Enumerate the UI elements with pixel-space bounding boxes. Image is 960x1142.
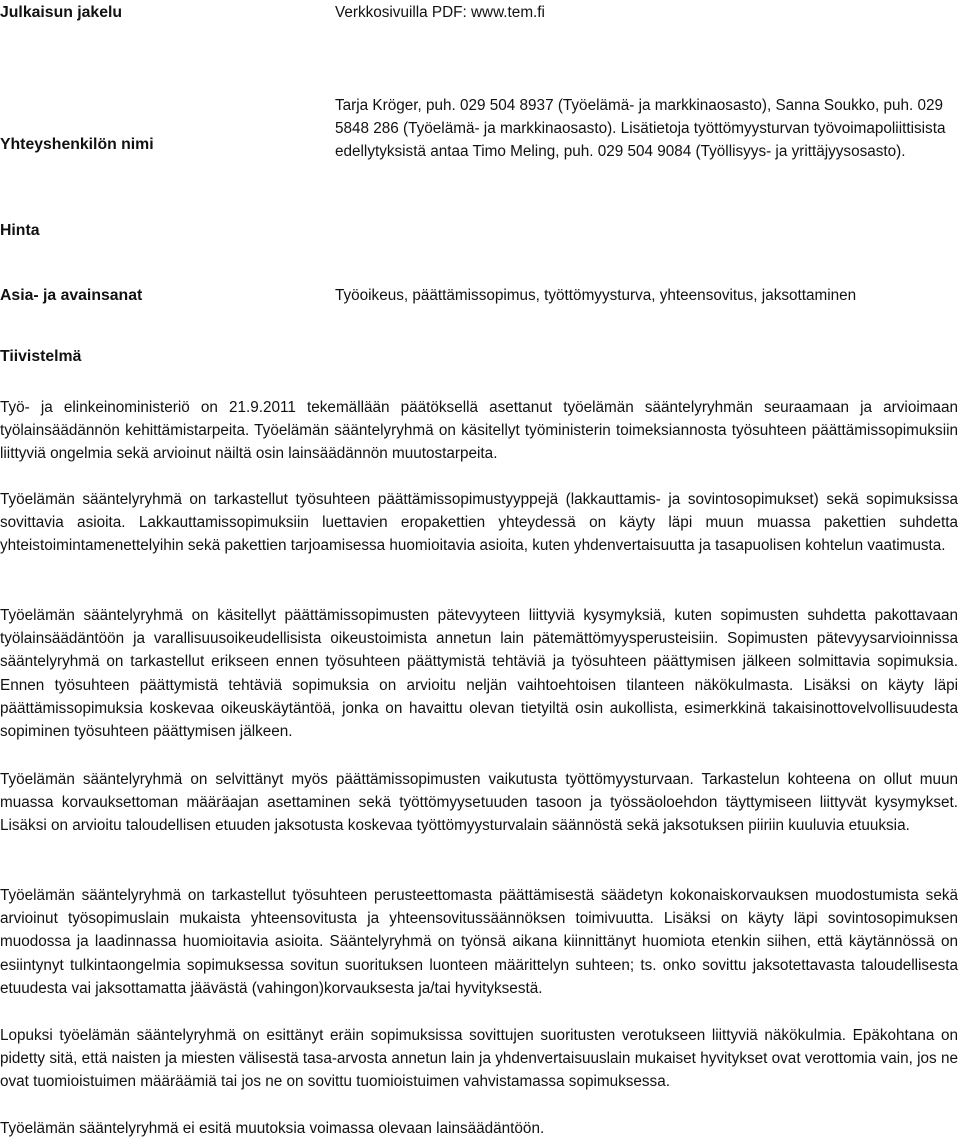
keywords-value: Työoikeus, päättämissopimus, työttömyysturva, yhteensovitus, jaksottaminen [335,287,857,304]
summary-paragraph: Työ- ja elinkeinoministeriö on 21.9.2011 tekemällään päätöksellä asettanut työelämän sääntelyryhmän seuraamaan ja arvioimaan työlainsäädännön kehittämistarpeita. Työelämän sääntelyryhmä on käsitellyt työministerin toimeksiannosta työsuhteen päättämissopimuksiin liittyviä ongelmia sekä arvioinut näiltä osin lainsäädännön muutostarpeita. [0,399,958,463]
summary-paragraph: Työelämän sääntelyryhmä on käsitellyt päättämissopimusten pätevyyteen liittyviä kysymyksiä, kuten sopimusten suhdetta pakottavaan työlainsäädäntöön ja varallisuusoikeudellisista oikeustoimista annetun lain pätemättömyysperusteisiin. Sopimusten pätevyysarvioinnissa sääntelyryhmä on tarkastellut erikseen ennen työsuhteen päättymistä tehtäviä ja työsuhteen päättymisen jälkeen solmittavia sopimuksia. Ennen työsuhteen päättymistä tehtäviä sopimuksia on arvioitu neljän vaihtoehtoisen tilanteen näkökulmasta. Lisäksi on käyty läpi päättämissopimuksia koskevaa oikeuskäytäntöä, jonka on havaittu olevan tietyiltä osin aukollista, esimerkkinä takaisinottovelvollisuudesta sopiminen työsuhteen päättymisen jälkeen. [0,607,958,741]
summary-title: Tiivistelmä [0,348,82,365]
price-label: Hinta [0,222,40,239]
distribution-value: Verkkosivuilla PDF: www.tem.fi [335,4,545,21]
summary-paragraph: Työelämän sääntelyryhmä on tarkastellut työsuhteen perusteettomasta päättämisestä säädetyn kokonaiskorvauksen muodostumista sekä arvioinut työsopimuslain mukaista yhteensovitusta ja yhteensovitussäännöksen toimivuutta. Lisäksi on käyty läpi sovintosopimuksen muodossa ja laadinnassa huomioitavia asioita. Sääntelyryhmä on työnsä aikana kiinnittänyt huomiota etenkin siihen, että käytännössä on esiintynyt tulkintaongelmia sopimuksessa sovitun suorituksen luonteen määrittelyn suhteen; ts. onko sovittu jaksotettavasta taloudellisesta etuudesta vai jaksottamatta jäävästä (vahingon)korvauksesta ja/tai hyvityksestä. [0,887,958,997]
contact-person-value: Tarja Kröger, puh. 029 504 8937 (Työelämä- ja markkinaosasto), Sanna Soukko, puh. 029 5848 286 (Työelämä- ja markkinaosasto). Lisätietoja työttömyysturvan työvoimapoliittisista edellytyksistä antaa Timo Meling, puh. 029 504 9084 (Työllisyys- ja yrittäjyysosasto). [335,97,946,161]
summary-paragraph: Työelämän sääntelyryhmä on selvittänyt myös päättämissopimusten vaikutusta työttömyysturvaan. Tarkastelun kohteena on ollut muun muassa korvauksettoman määräajan asettaminen sekä työttömyysetuuden tasoon ja työssäoloehdon täyttymiseen liittyvät kysymykset. Lisäksi on arvioitu taloudellisen etuuden jaksotusta koskevaa työttömyysturvalain säännöstä sekä jaksotuksen piiriin kuuluvia etuuksia. [0,771,958,835]
contact-person-label: Yhteyshenkilön nimi [0,136,154,153]
distribution-label: Julkaisun jakelu [0,4,123,21]
keywords-label: Asia- ja avainsanat [0,287,143,304]
summary-paragraph: Lopuksi työelämän sääntelyryhmä on esittänyt eräin sopimuksissa sovittujen suoritusten verotukseen liittyviä näkökulmia. Epäkohtana on pidetty sitä, että naisten ja miesten välisestä tasa-arvosta annetun lain ja yhdenvertaisuuslain mukaiset hyvitykset ovat verottomia vain, jos ne ovat tuomioistuimen määräämiä tai jos ne on sovittu tuomioistuimen vahvistamassa sopimuksessa. [0,1027,958,1091]
summary-paragraph: Työelämän sääntelyryhmä ei esitä muutoksia voimassa olevaan lainsäädäntöön. [0,1120,545,1137]
summary-paragraph: Työelämän sääntelyryhmä on tarkastellut työsuhteen päättämissopimustyyppejä (lakkauttamis- ja sovintosopimukset) sekä sopimuksissa sovittavia asioita. Lakkauttamissopimuksiin luettavien eropakettien yhteydessä on käyty läpi muun muassa pakettien suhdetta yhteistoimintamenettelyihin sekä pakettien tarjoamisessa huomioitavia asioita, kuten yhdenvertaisuutta ja tasapuolisen kohtelun vaatimusta. [0,491,958,555]
